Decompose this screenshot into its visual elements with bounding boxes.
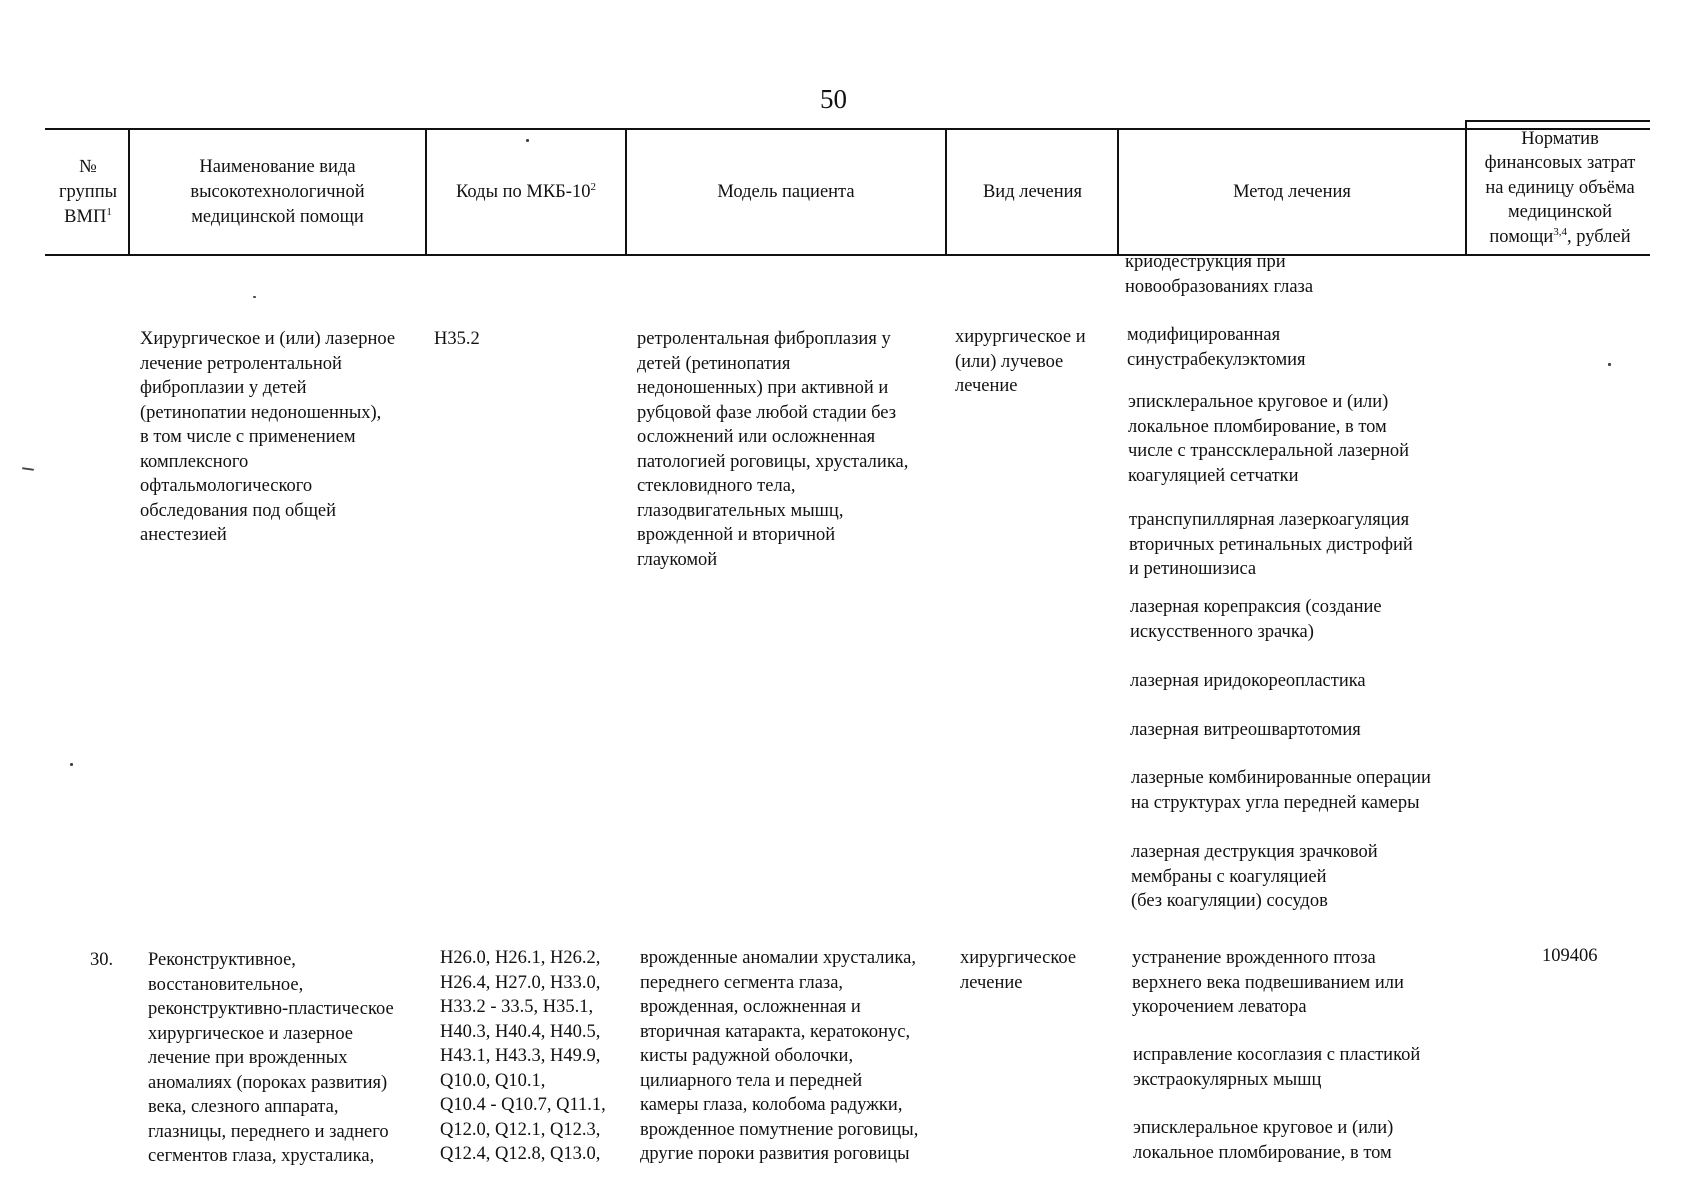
header-method: Метод лечения (1233, 181, 1351, 202)
header-divider (945, 128, 947, 254)
method-item: лазерная корепраксия (создание искусственного зрачка) (1130, 597, 1382, 642)
method-item: модифицированная синустрабекулэктомия (1127, 325, 1306, 370)
row-patient-model: ретролентальная фиброплазия у детей (ретинопатия недоношенных) при активной и рубцовой фазе любой стадии без осложнений или осложненная патологией роговицы, хрусталика, стекловидного тела, глазодвигательных мышц, врожденной и вторичной глаукомой (637, 329, 909, 570)
method-item: эписклеральное круговое и (или) локальное пломбирование, в том числе с транссклеральной лазерной коагуляцией сетчатки (1128, 392, 1410, 486)
method-item: лазерные комбинированные операции на структурах угла передней камеры (1131, 768, 1431, 813)
scan-speck (1608, 363, 1611, 366)
method-item: лазерная иридокореопластика (1130, 671, 1366, 691)
method-item: исправление косоглазия с пластикой экстраокулярных мышц (1133, 1045, 1421, 1090)
method-item: устранение врожденного птоза верхнего века подвешиванием или укорочением леватора (1132, 948, 1404, 1017)
row-codes: H26.0, H26.1, H26.2, H26.4, H27.0, H33.0, H33.2 - 33.5, H35.1, H40.3, H40.4, H40.5, H43.1, H43.3, H49.9, Q10.0, Q10.1, Q10.4 - Q10.7, Q11.1, Q12.0, Q12.1, Q12.3, Q12.4, Q12.8, Q13.0, (440, 948, 606, 1164)
header-divider (425, 128, 427, 254)
row-codes: H35.2 (434, 329, 480, 349)
header-divider (128, 128, 130, 254)
row-group-no: 30. (90, 950, 114, 970)
header-bottom-rule (45, 254, 1650, 256)
row-treatment-type: хирургическое лечение (960, 948, 1077, 993)
method-item: лазерная деструкция зрачковой мембраны с коагуляцией (без коагуляции) сосудов (1131, 842, 1378, 911)
header-group-no: № группы ВМП$^1$ (58, 156, 118, 227)
header-cost: Норматив финансовых затрат на единицу объёма медицинской помощи$^{3,4}$, рублей (1484, 128, 1636, 247)
row-patient-model: врожденные аномалии хрусталика, переднего сегмента глаза, врожденная, осложненная и вторичная катаракта, кератоконус, кисты радужной оболочки, цилиарного тела и передней камеры глаза, колобома радужки, врожденное помутнение роговицы, другие пороки развития роговицы (640, 948, 919, 1164)
header-divider (1465, 120, 1467, 254)
page-number: 50 (820, 84, 847, 114)
scan-speck (70, 763, 73, 766)
header-name: Наименование вида высокотехнологичной медицинской помощи (190, 156, 365, 227)
scan-speck (253, 296, 256, 298)
scan-speck (22, 467, 34, 471)
method-item: транспупиллярная лазеркоагуляция вторичных ретинальных дистрофий и ретиношизиса (1129, 510, 1413, 579)
row-treatment-type: хирургическое и (или) лучевое лечение (955, 327, 1086, 396)
header-treatment-type: Вид лечения (982, 181, 1083, 202)
method-item: криодеструкция при новообразованиях глаза (1125, 252, 1314, 297)
scan-speck (526, 139, 529, 142)
header-divider (625, 128, 627, 254)
method-item: лазерная витреошвартотомия (1130, 720, 1361, 740)
row-cost: 109406 (1542, 946, 1598, 966)
row-name: Хирургическое и (или) лазерное лечение ретролентальной фиброплазии у детей (ретинопатии недоношенных), в том числе с применением комплексного офтальмологического обследования под общей анестезией (140, 329, 396, 545)
header-codes: Коды по МКБ-$10^2$ (456, 180, 596, 202)
row-name: Реконструктивное, восстановительное, реконструктивно-пластическое хирургическое и лазерное лечение при врожденных аномалиях (пороках развития) века, слезного аппарата, глазницы, переднего и заднего сегментов глаза, хрусталика, (148, 950, 394, 1166)
method-item: эписклеральное круговое и (или) локальное пломбирование, в том (1133, 1118, 1394, 1163)
header-divider (1117, 128, 1119, 254)
header-patient-model: Модель пациента (717, 181, 855, 202)
